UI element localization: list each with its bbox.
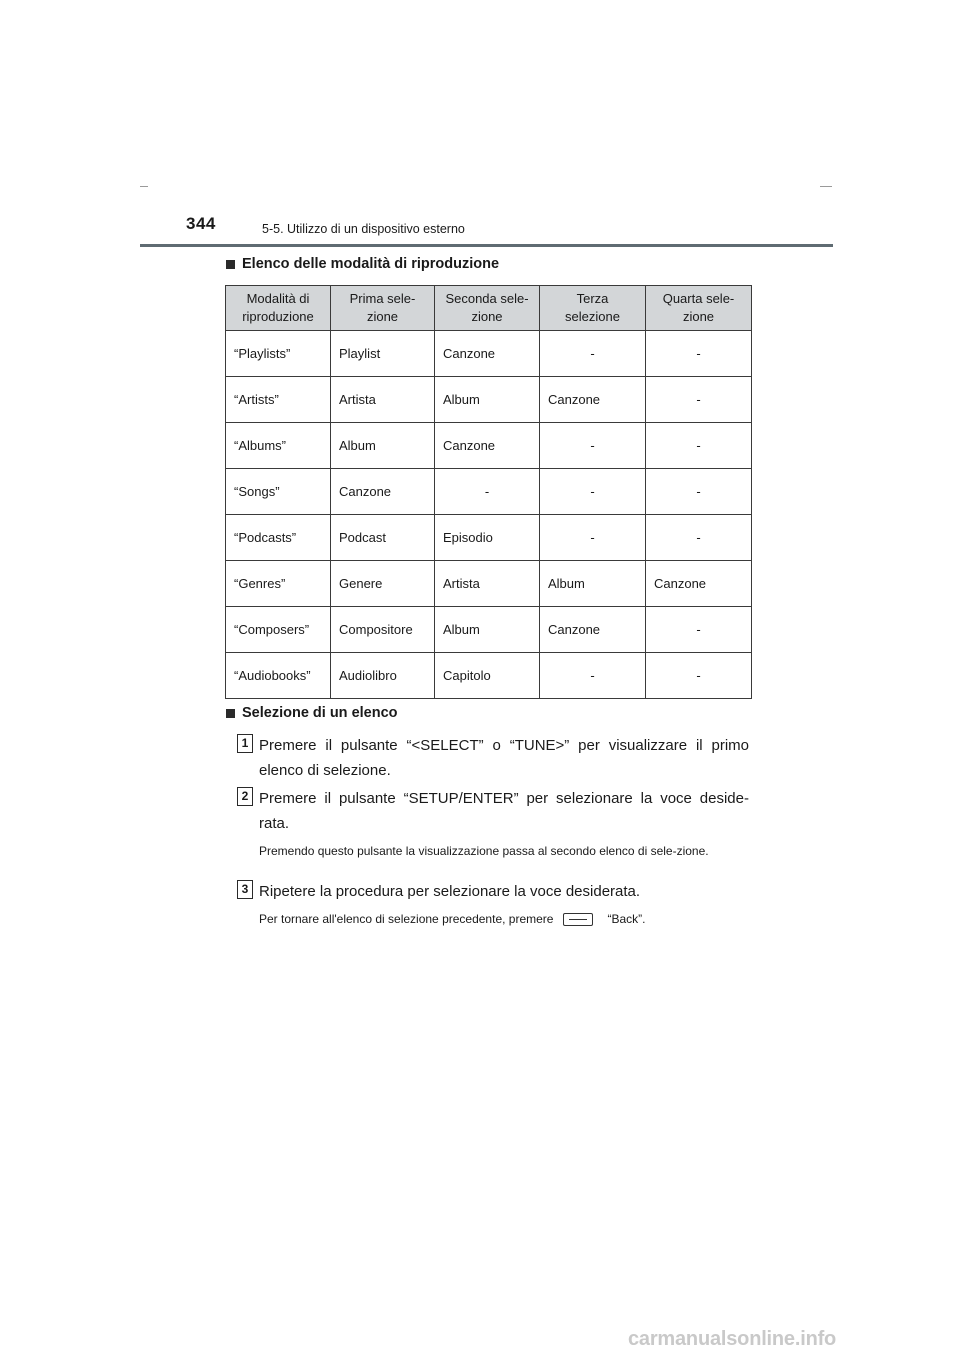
table-cell: “Composers”: [226, 607, 331, 653]
back-button-icon: [563, 913, 593, 926]
table-cell: Compositore: [331, 607, 435, 653]
table-cell: “Podcasts”: [226, 515, 331, 561]
table-row: [226, 561, 752, 607]
step-3: [237, 879, 749, 929]
step-text: Ripetere la procedura per selezionare la voce desiderata.: [259, 883, 641, 900]
table-cell: -: [540, 515, 646, 561]
step-note-text: “Back”.: [607, 912, 646, 926]
table-header-row: [226, 286, 752, 331]
table-cell: -: [646, 377, 752, 423]
table-cell: Album: [435, 607, 540, 653]
table-row: [226, 607, 752, 653]
table-cell: Artista: [331, 377, 435, 423]
table-row: [226, 469, 752, 515]
step-2: [237, 786, 749, 861]
table-cell: -: [646, 423, 752, 469]
table-row: [226, 423, 752, 469]
table-cell: -: [646, 653, 752, 699]
crop-mark-right: [820, 186, 832, 187]
playback-modes-table: [225, 285, 752, 699]
table-cell: -: [540, 469, 646, 515]
table-cell: Canzone: [540, 607, 646, 653]
table-cell: Canzone: [540, 377, 646, 423]
table-row: [226, 515, 752, 561]
square-bullet-icon: [226, 260, 235, 269]
table-row: [226, 653, 752, 699]
step-number-badge: 2: [237, 787, 253, 806]
table-cell: “Audiobooks”: [226, 653, 331, 699]
section-heading-text: Selezione di un elenco: [242, 705, 398, 721]
step-note: [259, 910, 749, 929]
table-cell: -: [646, 607, 752, 653]
table-cell: Album: [331, 423, 435, 469]
step-number-badge: 3: [237, 880, 253, 899]
table-row: [226, 331, 752, 377]
square-bullet-icon: [226, 709, 235, 718]
table-cell: Playlist: [331, 331, 435, 377]
section-header: 5-5. Utilizzo di un dispositivo esterno: [262, 222, 465, 236]
table-cell: Album: [540, 561, 646, 607]
header-divider: [140, 244, 833, 247]
step-note-text: Per tornare all'elenco di selezione precedente, premere: [259, 912, 554, 926]
table-cell: Artista: [435, 561, 540, 607]
table-cell: -: [435, 469, 540, 515]
table-cell: -: [646, 515, 752, 561]
table-cell: -: [646, 469, 752, 515]
table-cell: -: [540, 331, 646, 377]
table-cell: Genere: [331, 561, 435, 607]
table-cell: Canzone: [646, 561, 752, 607]
table-cell: Capitolo: [435, 653, 540, 699]
table-cell: “Albums”: [226, 423, 331, 469]
page-number: 344: [186, 214, 216, 233]
section-heading-text: Elenco delle modalità di riproduzione: [242, 256, 500, 272]
crop-mark-left: [140, 186, 148, 187]
table-cell: -: [540, 653, 646, 699]
column-header: Prima sele-zione: [331, 286, 435, 331]
section-heading-list-selection: [226, 705, 398, 721]
table-cell: Album: [435, 377, 540, 423]
section-heading-playback-modes: [226, 256, 499, 272]
table-cell: “Artists”: [226, 377, 331, 423]
step-text: Premere il pulsante “<SELECT” o “TUNE>” per visualizzare il primo elenco di selezione.: [259, 737, 749, 779]
step-note: Premendo questo pulsante la visualizzazione passa al secondo elenco di sele-zione.: [259, 844, 709, 858]
step-text: Premere il pulsante “SETUP/ENTER” per selezionare la voce deside-rata.: [259, 790, 749, 832]
column-header: Quarta sele-zione: [646, 286, 752, 331]
table-row: [226, 377, 752, 423]
column-header: Terza selezione: [540, 286, 646, 331]
watermark: carmanualsonline.info: [628, 1328, 837, 1350]
column-header: Seconda sele-zione: [435, 286, 540, 331]
table-cell: Episodio: [435, 515, 540, 561]
table-cell: -: [540, 423, 646, 469]
table-cell: “Songs”: [226, 469, 331, 515]
table-cell: Audiolibro: [331, 653, 435, 699]
table-cell: “Playlists”: [226, 331, 331, 377]
table-cell: Canzone: [331, 469, 435, 515]
table-cell: -: [646, 331, 752, 377]
table-cell: “Genres”: [226, 561, 331, 607]
table-cell: Canzone: [435, 331, 540, 377]
column-header: Modalità di riproduzione: [226, 286, 331, 331]
table-cell: Podcast: [331, 515, 435, 561]
table-cell: Canzone: [435, 423, 540, 469]
step-1: [237, 733, 749, 783]
step-number-badge: 1: [237, 734, 253, 753]
